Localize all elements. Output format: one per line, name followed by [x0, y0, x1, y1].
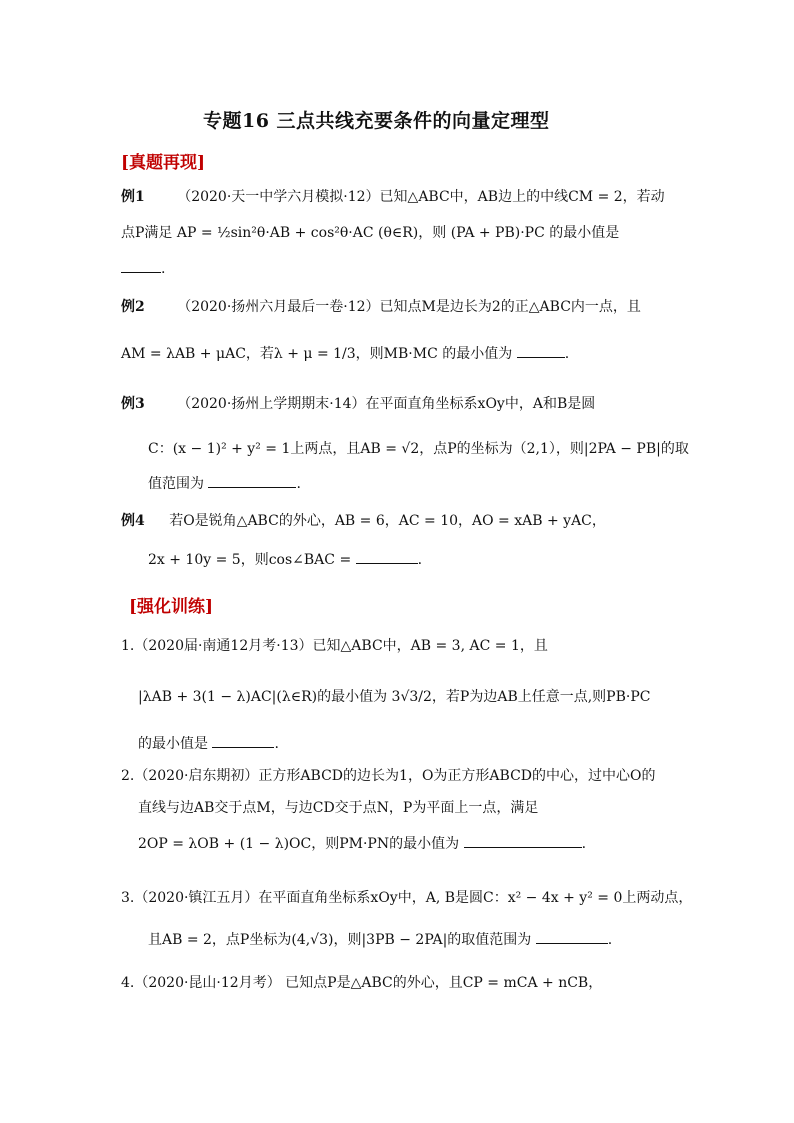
example-2-answer-blank[interactable]	[517, 343, 565, 358]
question-2-line-1: 2.（2020·启东期初）正方形ABCD的边长为1，O为正方形ABCD的中心，过中心O的	[121, 768, 656, 784]
question-1-period: .	[274, 736, 279, 752]
question-1-text-3: 的最小值是	[138, 736, 208, 752]
example-4-text-2: 2x + 10y = 5，则cos∠BAC =	[148, 552, 352, 568]
example-4-label: 例4	[121, 513, 145, 529]
example-2-text-1: （2020·扬州六月最后一卷·12）已知点M是边长为2的正△ABC内一点，且	[177, 299, 641, 315]
question-1-line-1: 1.（2020届·南通12月考·13）已知△ABC中，AB = 3, AC = 1，且	[121, 638, 548, 654]
question-2-answer-blank[interactable]	[464, 833, 582, 848]
example-1-answer-blank[interactable]: .	[121, 258, 161, 277]
example-2-label: 例2	[121, 299, 145, 315]
section-real-exam: [真题再现]	[121, 153, 206, 173]
example-4-text-1: 若O是锐角△ABC的外心，AB = 6，AC = 10，AO = xAB + yAC，	[169, 513, 606, 529]
example-1-line-1	[121, 186, 665, 206]
question-2-line-2: 直线与边AB交于点M，与边CD交于点N，P为平面上一点，满足	[138, 800, 539, 816]
question-1-line-3	[138, 733, 279, 753]
question-3-answer-blank[interactable]	[536, 929, 608, 944]
example-4-line-1	[121, 510, 606, 530]
example-4-answer-blank[interactable]	[356, 549, 418, 564]
example-3-answer-blank[interactable]	[208, 473, 296, 488]
question-3-line-1: 3.（2020·镇江五月）在平面直角坐标系xOy中，A, B是圆C：x² − 4x + y² = 0上两动点，	[121, 890, 693, 906]
page-title: 专题16 三点共线充要条件的向量定理型	[203, 110, 550, 132]
question-3-text-2: 且AB = 2，点P坐标为(4,√3)，则|3PB − 2PA|的取值范围为	[148, 932, 532, 948]
question-2-line-3	[138, 833, 586, 853]
example-1-line-2: 点P满足 AP = ½sin²θ·AB + cos²θ·AC (θ∈R)，则 (PA + PB)·PC 的最小值是	[121, 225, 620, 241]
question-2-period: .	[581, 836, 587, 852]
example-3-text-1: （2020·扬州上学期期末·14）在平面直角坐标系xOy中，A和B是圆	[177, 396, 596, 412]
example-3-text-3: 值范围为	[148, 476, 204, 492]
question-2-text-3: 2OP = λOB + (1 − λ)OC，则PM·PN的最小值为	[138, 836, 460, 852]
example-3-line-1	[121, 393, 595, 413]
example-1-source: （2020·天一中学六月模拟·12）已知	[177, 189, 408, 205]
question-3-period: .	[607, 932, 613, 948]
question-3-line-2	[148, 929, 612, 949]
example-3-line-3	[148, 473, 301, 493]
example-4-period: .	[417, 552, 423, 568]
example-3-line-2: C：(x − 1)² + y² = 1上两点，且AB = √2，点P的坐标为（2,1），则|2PA − PB|的取	[148, 441, 689, 457]
question-4-line-1: 4.（2020·昆山·12月考） 已知点P是△ABC的外心，且CP = mCA + nCB，	[121, 975, 603, 991]
example-3-period: .	[296, 476, 301, 492]
example-2-line-1	[121, 296, 641, 316]
example-2-period: .	[564, 346, 570, 362]
example-4-line-2	[148, 549, 422, 569]
example-2-line-2	[121, 343, 569, 363]
example-1-text-1: △ABC中，AB边上的中线CM = 2，若动	[407, 189, 665, 205]
question-1-line-2: |λAB + 3(1 − λ)AC|(λ∈R)的最小值为 3√3/2，若P为边AB上任意一点,则PB·PC	[138, 689, 651, 705]
question-1-answer-blank[interactable]	[212, 733, 274, 748]
section-training: [强化训练]	[129, 597, 214, 617]
example-3-label: 例3	[121, 396, 145, 412]
example-1-label: 例1	[121, 189, 145, 205]
example-2-text-2: AM = λAB + μAC，若λ + μ = 1/3，则MB·MC 的最小值为	[121, 346, 513, 362]
